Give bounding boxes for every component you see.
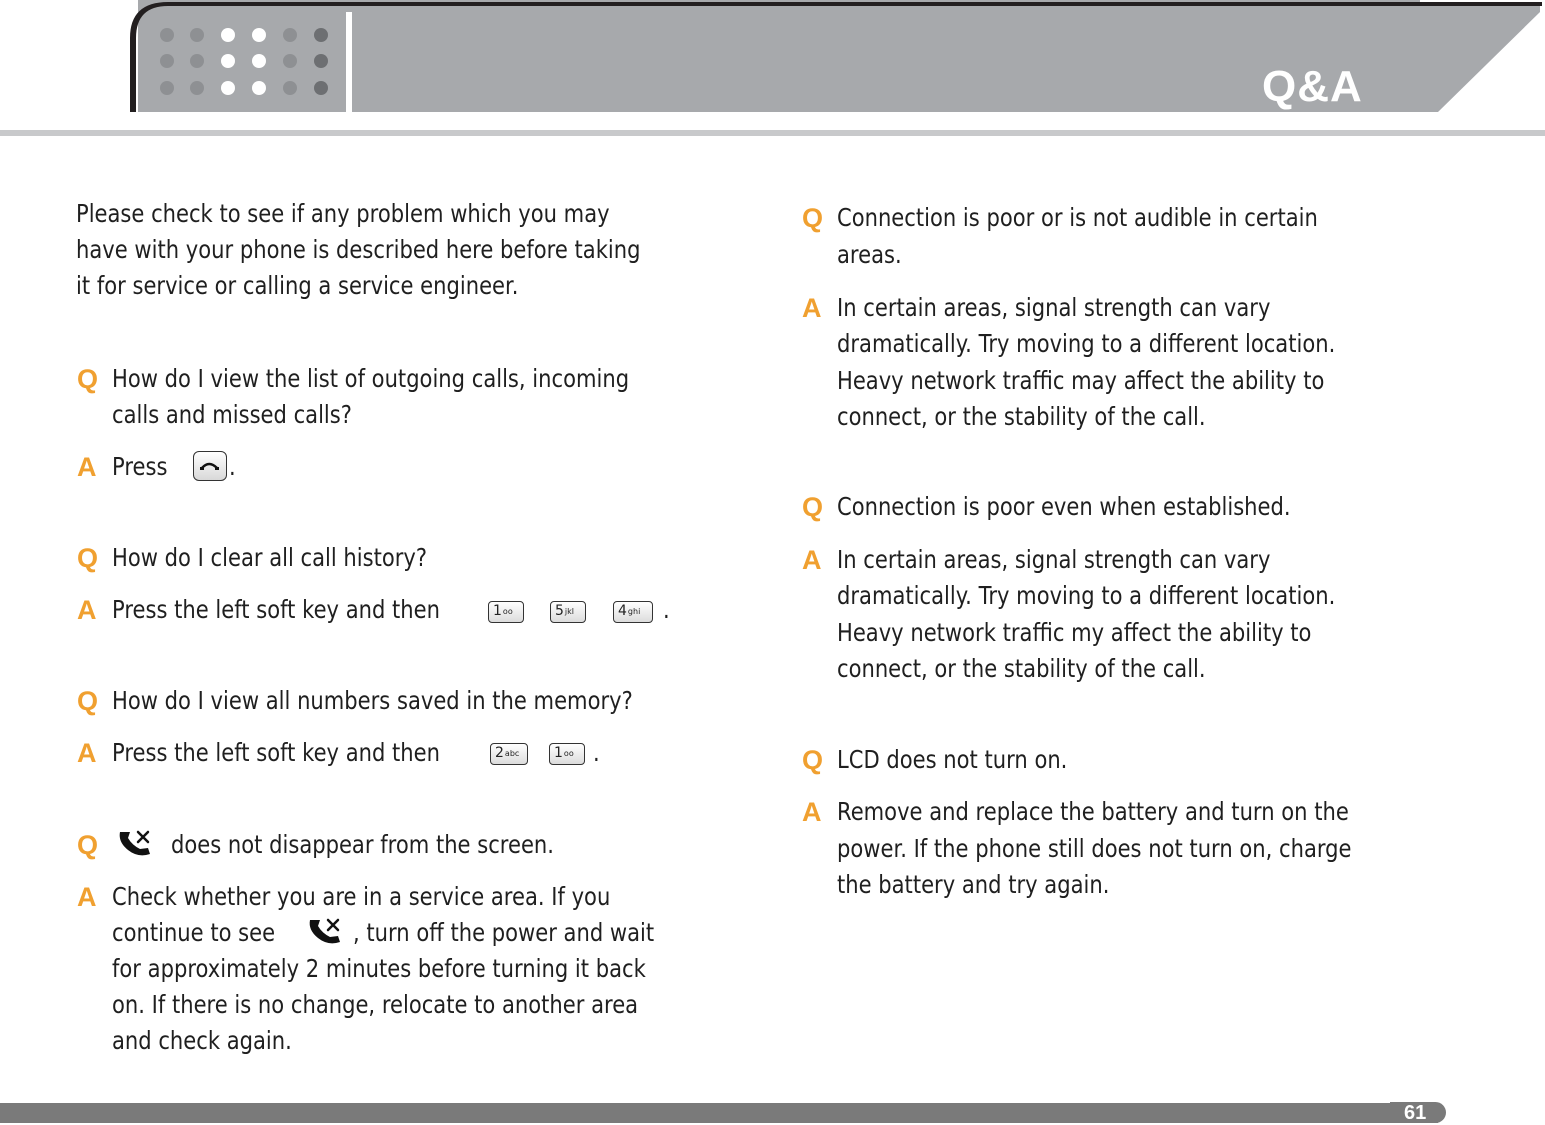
q-marker: Q: [802, 492, 824, 522]
header-dot: [190, 81, 204, 95]
qa1-answer-prefix: Press: [112, 452, 168, 481]
qa4-answer-line-5: and check again.: [112, 1026, 292, 1055]
qa5-question-line-2: areas.: [837, 240, 902, 269]
header-dot: [221, 54, 235, 68]
key-5: 5jkl: [550, 601, 586, 623]
q-marker: Q: [77, 830, 99, 860]
a-marker: A: [77, 595, 97, 625]
qa4-question-suffix: does not disappear from the screen.: [171, 830, 554, 859]
a-marker: A: [77, 452, 97, 482]
a-marker: A: [802, 293, 822, 323]
header-dot: [252, 81, 266, 95]
header-dot: [252, 54, 266, 68]
key-1: 1oo: [549, 743, 585, 765]
qa4-answer-line-4: on. If there is no change, relocate to another area: [112, 990, 639, 1019]
phone-hangup-icon: [194, 452, 225, 479]
footer-bar: [0, 1103, 1438, 1123]
qa7-question: LCD does not turn on.: [837, 745, 1068, 774]
header-dot: [190, 28, 204, 42]
key-2: 2abc: [490, 743, 528, 765]
qa2-question: How do I clear all call history?: [112, 543, 428, 572]
qa1-question-line-1: How do I view the list of outgoing calls, incoming: [112, 364, 630, 393]
qa1-answer-suffix: .: [229, 452, 236, 481]
qa6-answer-line-2: dramatically. Try moving to a different location.: [837, 581, 1336, 610]
header-dot: [252, 28, 266, 42]
q-marker: Q: [802, 745, 824, 775]
header-dot: [314, 81, 328, 95]
intro-line-3: it for service or calling a service engineer.: [76, 271, 519, 300]
qa7-answer-line-3: the battery and try again.: [837, 870, 1110, 899]
key-1: 1oo: [488, 601, 524, 623]
header-dot: [160, 54, 174, 68]
page-title: Q&A: [1262, 62, 1363, 111]
a-marker: A: [77, 738, 97, 768]
qa6-answer-line-3: Heavy network traffic my affect the ability to: [837, 618, 1312, 647]
q-marker: Q: [77, 686, 99, 716]
intro-line-1: Please check to see if any problem which you may: [76, 199, 610, 228]
send-key-button: [193, 451, 227, 481]
qa7-answer-line-1: Remove and replace the battery and turn on the: [837, 797, 1349, 826]
no-service-phone-icon: [114, 826, 158, 860]
key-4: 4ghi: [613, 601, 653, 623]
qa5-answer-line-3: Heavy network traffic may affect the ability to: [837, 366, 1325, 395]
header-dot: [221, 81, 235, 95]
header-dot: [160, 28, 174, 42]
intro-line-2: have with your phone is described here before taking: [76, 235, 641, 264]
header-dot: [221, 28, 235, 42]
q-marker: Q: [802, 203, 824, 233]
header-dot: [283, 54, 297, 68]
header-dot: [314, 54, 328, 68]
qa2-answer-suffix: .: [663, 595, 670, 624]
no-service-phone-icon: [304, 914, 348, 948]
page-number: 61: [1404, 1102, 1427, 1124]
qa5-answer-line-4: connect, or the stability of the call.: [837, 402, 1206, 431]
header-dot: [160, 81, 174, 95]
qa2-answer-prefix: Press the left soft key and then: [112, 595, 440, 624]
qa4-answer-line-2-prefix: continue to see: [112, 918, 276, 947]
q-marker: Q: [77, 543, 99, 573]
qa4-answer-line-2-suffix: , turn off the power and wait: [353, 918, 655, 947]
qa5-question-line-1: Connection is poor or is not audible in certain: [837, 203, 1318, 232]
qa3-answer-suffix: .: [593, 738, 600, 767]
qa1-question-line-2: calls and missed calls?: [112, 400, 352, 429]
qa7-answer-line-2: power. If the phone still does not turn on, charge: [837, 834, 1352, 863]
a-marker: A: [802, 797, 822, 827]
header-dot: [283, 81, 297, 95]
a-marker: A: [77, 882, 97, 912]
header-dot: [314, 28, 328, 42]
q-marker: Q: [77, 364, 99, 394]
qa6-answer-line-4: connect, or the stability of the call.: [837, 654, 1206, 683]
a-marker: A: [802, 545, 822, 575]
qa3-question: How do I view all numbers saved in the memory?: [112, 686, 633, 715]
qa4-answer-line-1: Check whether you are in a service area. If you: [112, 882, 611, 911]
qa3-answer-prefix: Press the left soft key and then: [112, 738, 440, 767]
qa4-answer-line-3: for approximately 2 minutes before turning it back: [112, 954, 646, 983]
qa5-answer-line-2: dramatically. Try moving to a different location.: [837, 329, 1336, 358]
qa6-question: Connection is poor even when established.: [837, 492, 1291, 521]
header-dot: [283, 28, 297, 42]
header-dot: [190, 54, 204, 68]
qa6-answer-line-1: In certain areas, signal strength can vary: [837, 545, 1271, 574]
qa5-answer-line-1: In certain areas, signal strength can vary: [837, 293, 1271, 322]
